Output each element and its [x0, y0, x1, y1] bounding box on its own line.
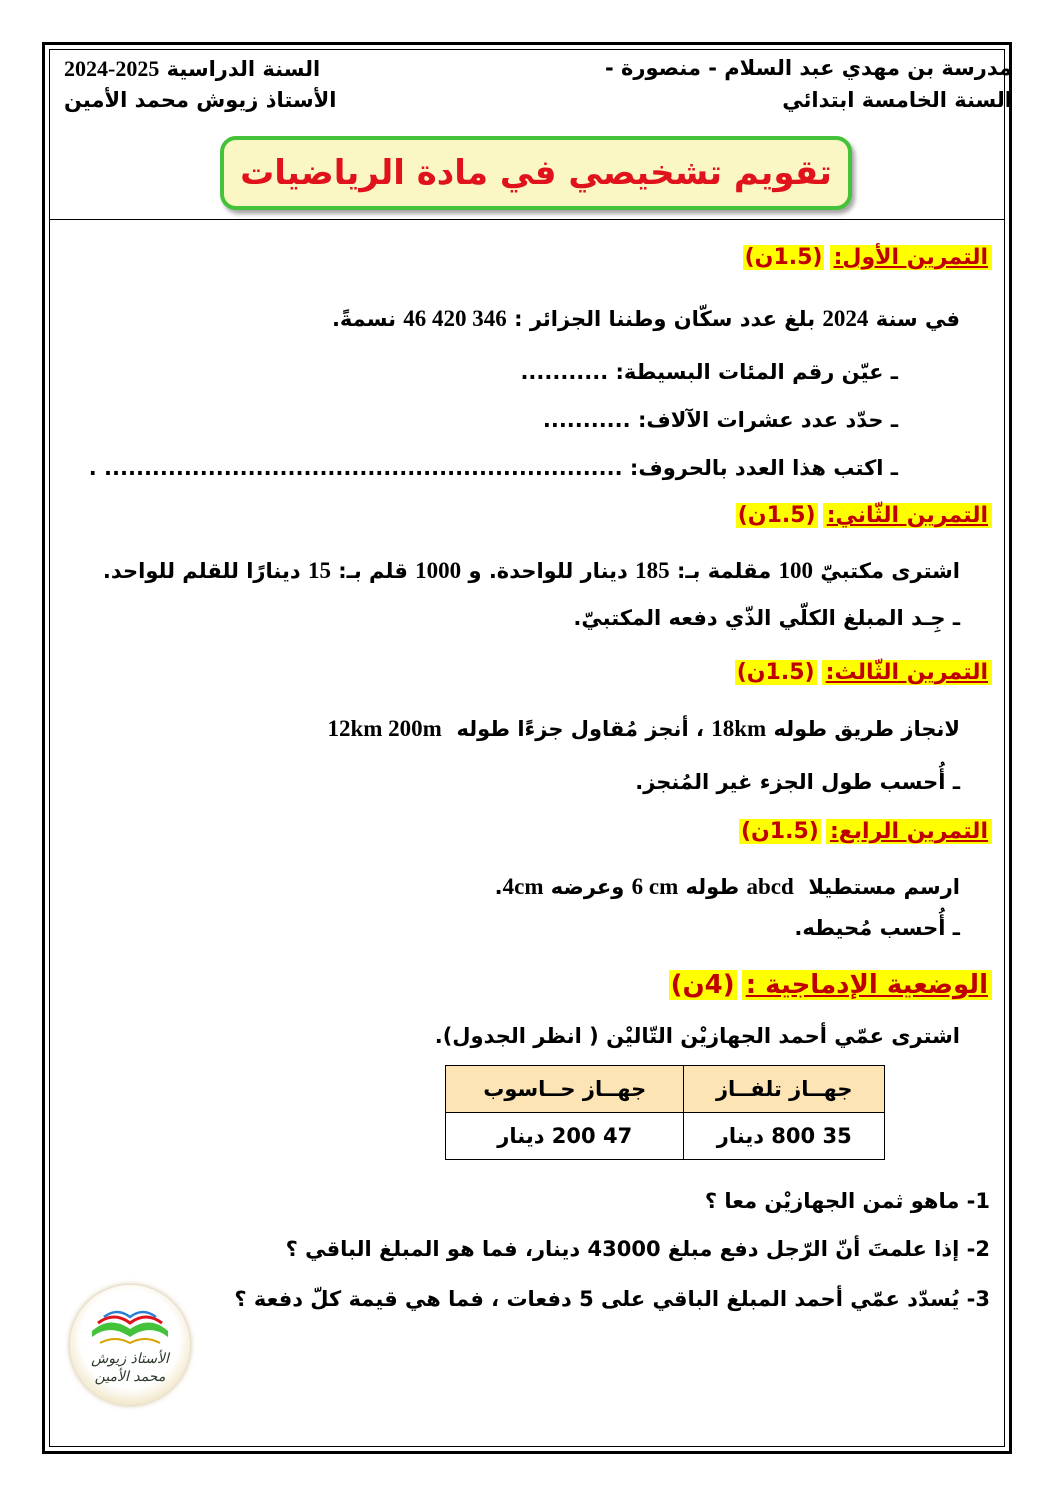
integration-intro: اشترى عمّي أحمد الجهازيْن التّاليْن ( انظر الجدول). [434, 1024, 960, 1048]
exercise-1-heading [743, 245, 992, 270]
title-banner [220, 136, 852, 210]
ex2-text-c: دينار للواحدة. و [468, 559, 628, 583]
ex4-text-b: طوله [685, 875, 740, 899]
book-logo-icon [70, 1285, 190, 1405]
school-year-label: السنة الدراسية [166, 57, 321, 81]
ex4-width: 4cm [502, 874, 544, 899]
ex1-q1-text: ـ عيّن رقم المئات البسيطة: [615, 360, 898, 384]
integration-points: (4ن) [670, 970, 735, 1000]
ex2-pencil-case-price: 185 [635, 558, 670, 583]
exercise-3-question-1: ـ أُحسب طول الجزء غير المُنجز. [635, 770, 960, 794]
exercise-2-question-1: ـ جِـد المبلغ الكلّي الذّي دفعه المكتبيّ. [573, 606, 960, 630]
ex1-year: 2024 [822, 306, 869, 331]
ex4-text-a: ارسم مستطيلا [808, 875, 960, 899]
school-year-value: 2025-2024 [64, 56, 160, 81]
ex2-pen-count: 1000 [415, 558, 462, 583]
exercise-4-points: (1.5ن) [740, 819, 819, 844]
exercise-1-question-2 [543, 408, 898, 432]
integration-question-3: 3- يُسدّد عمّي أحمد المبلغ الباقي على 5 دفعات ، فما هي قيمة كلّ دفعة ؟ [234, 1287, 990, 1311]
ex2-text-a: اشترى مكتبيّ [820, 559, 960, 583]
ex1-q2-text: ـ حدّد عدد عشرات الآلاف: [637, 408, 898, 432]
ex4-period: . [494, 875, 503, 899]
exercise-3-statement [327, 716, 960, 742]
ex2-pencil-case-count: 100 [778, 558, 814, 583]
ex2-text-e: دينارًا للقلم للواحد. [102, 559, 301, 583]
ex1-q1-answer-dots: ........... [520, 360, 609, 384]
ex4-text-c: وعرضه [550, 875, 625, 899]
stamp-line-2: محمد الأمين [94, 1369, 166, 1385]
ex2-text-d: قلم بـ: [338, 559, 408, 583]
exercise-2-title: التمرين الثّاني: [823, 503, 992, 528]
ex2-pen-price: 15 [307, 558, 331, 583]
grade-level: السنة الخامسة ابتدائي [782, 88, 1012, 112]
integration-question-2: 2- إذا علمتَ أنّ الرّجل دفع مبلغ 43000 دينار، فما هو المبلغ الباقي ؟ [285, 1237, 990, 1261]
ex3-text-a: لانجاز طريق طوله [773, 717, 960, 741]
devices-price-table [445, 1065, 885, 1160]
ex1-q3-text: ـ اكتب هذا العدد بالحروف: [629, 456, 898, 480]
ex1-text-c: نسمةً. [331, 307, 396, 331]
exercise-4-question-1: ـ أُحسب مُحيطه. [794, 916, 960, 940]
teacher-stamp [70, 1285, 190, 1405]
ex3-text-b: ، أنجز مُقاول جزءًا طوله [456, 717, 704, 741]
teacher-name: الأستاذ زيوش محمد الأمين [64, 88, 337, 112]
exercise-3-title: التمرين الثّالث: [822, 660, 992, 685]
exercise-4-statement [495, 874, 960, 900]
ex3-done-length: 12km 200m [327, 716, 442, 741]
integration-title: الوضعية الإدماجية : [742, 970, 992, 1000]
table-header-computer: جهــاز حــاسوب [446, 1066, 684, 1113]
exercise-1-points: (1.5ن) [744, 245, 823, 270]
exercise-3-points: (1.5ن) [736, 660, 815, 685]
exercise-1-statement [332, 306, 960, 332]
table-cell-computer-price: 47 200 دينار [446, 1113, 684, 1160]
table-cell-tv-price: 35 800 دينار [684, 1113, 885, 1160]
exercise-1-question-1 [520, 360, 898, 384]
exercise-2-heading [736, 503, 992, 528]
integration-question-1: 1- ماهو ثمن الجهازيْن معا ؟ [704, 1189, 990, 1213]
ex1-text-a: في سنة [875, 307, 960, 331]
exercise-2-points: (1.5ن) [737, 503, 816, 528]
ex1-text-b: بلغ عدد سكّان وطننا الجزائر : [514, 307, 816, 331]
page-title: تقويم تشخيصي في مادة الرياضيات [240, 153, 832, 193]
ex1-population: 46 420 346 [403, 306, 507, 331]
table-header-row [446, 1066, 885, 1113]
ex3-road-length: 18km [711, 716, 767, 741]
header-divider [49, 219, 1005, 220]
exercise-3-heading [735, 660, 992, 685]
ex4-length: 6 cm [631, 874, 679, 899]
ex1-q2-answer-dots: ........... [542, 408, 631, 432]
table-row [446, 1113, 885, 1160]
exercise-1-title: التمرين الأول: [830, 245, 992, 270]
table-header-tv: جهــاز تلفــاز [684, 1066, 885, 1113]
ex2-text-b: مقلمة بـ: [676, 559, 772, 583]
exercise-1-question-3 [89, 456, 898, 480]
integration-heading [669, 970, 992, 1000]
exercise-4-heading [739, 819, 992, 844]
exercise-4-title: التمرين الرابع: [826, 819, 992, 844]
ex1-q3-answer-dots: ................................................................. . [88, 456, 623, 480]
school-name: مدرسة بن مهدي عبد السلام - منصورة - [605, 56, 1012, 80]
exercise-2-statement [103, 558, 960, 584]
stamp-line-1: الأستاذ زيوش [91, 1351, 169, 1367]
ex4-rectangle-name: abcd [746, 874, 794, 899]
school-year [64, 56, 320, 82]
